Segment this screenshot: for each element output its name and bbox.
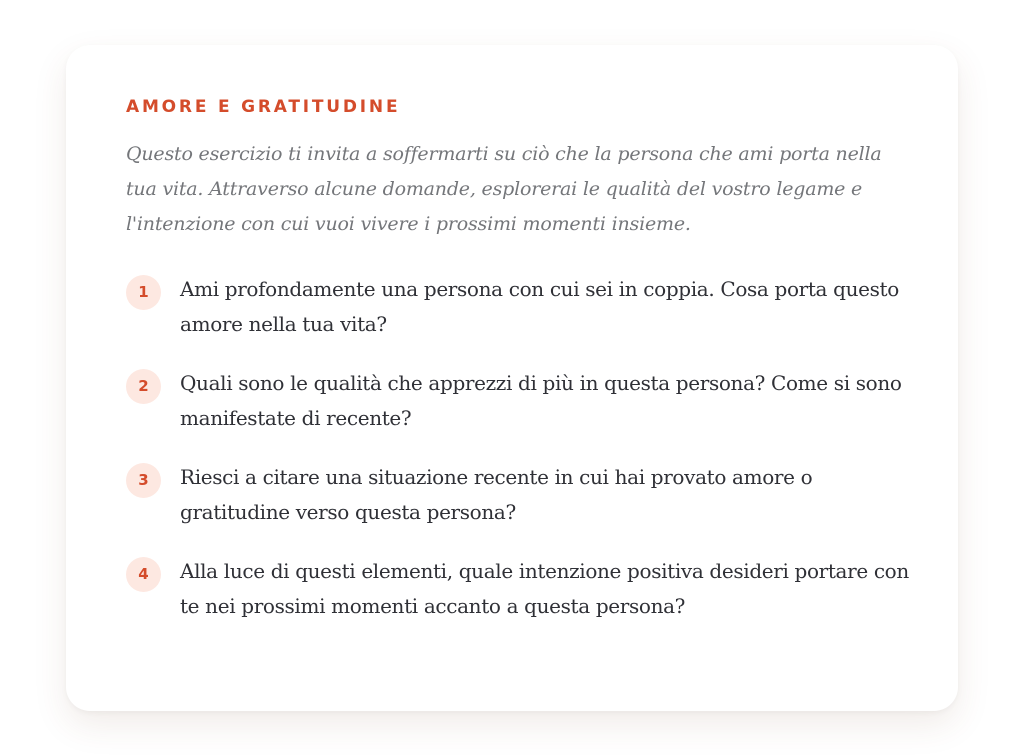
question-number-badge: 4 (126, 557, 161, 592)
card-title: AMORE E GRATITUDINE (126, 97, 401, 117)
question-number-badge: 2 (126, 369, 161, 404)
exercise-card (66, 45, 958, 711)
question-item (126, 272, 898, 342)
card-intro: Questo esercizio ti invita a soffermarti su ciò che la persona che ami porta nella tua vita. Attraverso alcune domande, esplorerai le qualità del vostro legame e l'intenzione con cui vuoi vivere i prossimi momenti insieme. (126, 143, 882, 235)
question-number-badge: 3 (126, 463, 161, 498)
question-item (126, 460, 898, 530)
question-text: Riesci a citare una situazione recente in cui hai provato amore o gratitudine verso questa persona? (180, 465, 813, 524)
question-text: Alla luce di questi elementi, quale intenzione positiva desideri portare con te nei prossimi momenti accanto a questa persona? (180, 559, 909, 618)
question-item (126, 366, 902, 436)
question-number-badge: 1 (126, 275, 161, 310)
question-text: Quali sono le qualità che apprezzi di più in questa persona? Come si sono manifestate di recente? (180, 371, 902, 430)
question-text: Ami profondamente una persona con cui sei in coppia. Cosa porta questo amore nella tua vita? (180, 277, 899, 336)
question-list (126, 272, 909, 624)
question-item (126, 554, 909, 624)
